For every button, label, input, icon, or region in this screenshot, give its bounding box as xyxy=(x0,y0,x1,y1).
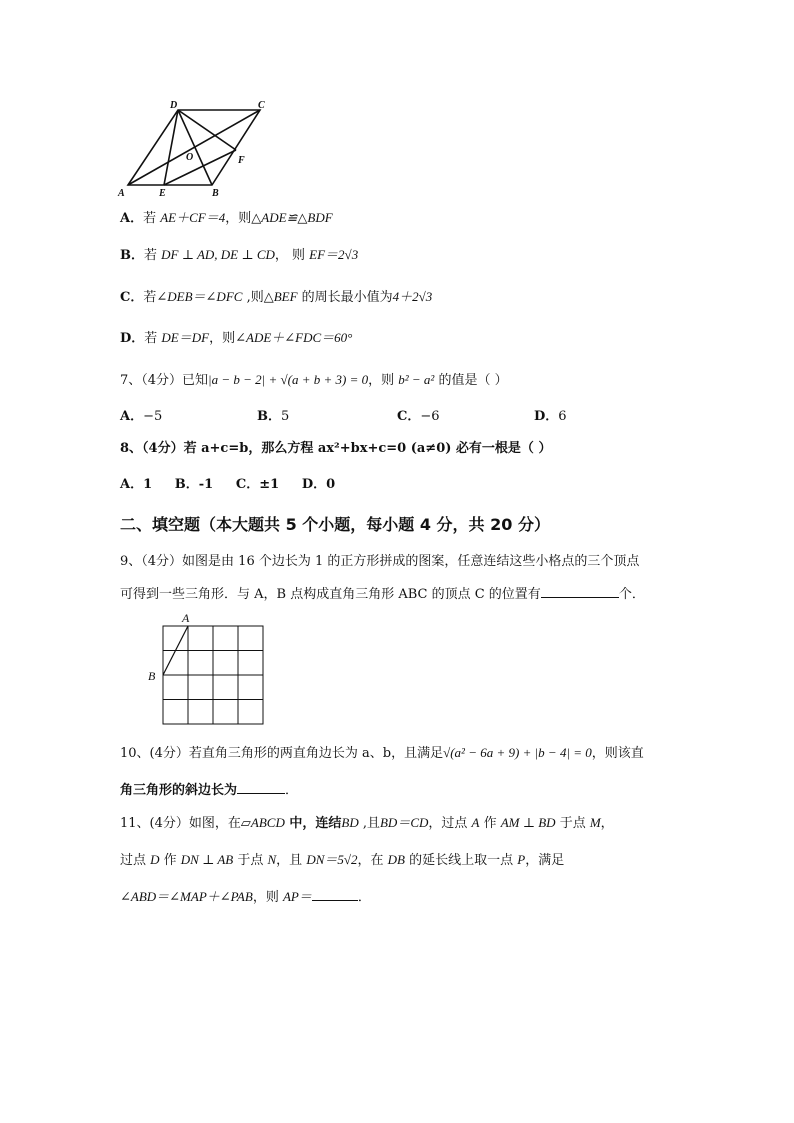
text: ，过点 xyxy=(428,816,472,831)
option-letter: C． xyxy=(397,409,421,424)
label-B: B xyxy=(148,669,156,683)
math-expr: A xyxy=(471,815,480,830)
math-expr: DE＝DF xyxy=(161,330,210,345)
q9-line-1: 9、（4分）如图是由 16 个边长为 1 的正方形拼成的图案，任意连结这些小格点的三个顶点 xyxy=(120,554,640,569)
option-letter: C． xyxy=(120,290,144,305)
option-value: 0 xyxy=(326,477,336,492)
math-expr: ∠ABD＝∠MAP＋∠PAB xyxy=(120,889,253,904)
math-expr: ▱ABCD xyxy=(240,815,285,830)
text: 的值是（ ） xyxy=(434,373,508,388)
math-expr: |a − b − 2| + √(a + b + 3) = 0 xyxy=(208,372,369,387)
q6-option-d xyxy=(120,327,352,346)
label-C: C xyxy=(258,100,265,111)
text: 可得到一些三角形．与 A，B 点构成直角三角形 ABC 的顶点 C 的位置有 xyxy=(120,587,541,602)
option-value: 1 xyxy=(143,477,153,492)
text: 角三角形的斜边长为 xyxy=(120,783,238,798)
q7-option-b xyxy=(257,405,289,424)
parallelogram-figure xyxy=(112,96,282,200)
label-O: O xyxy=(186,152,194,163)
option-letter: B． xyxy=(174,477,199,492)
text: 于点 xyxy=(555,816,590,831)
math-expr: DN＝5√2 xyxy=(306,852,358,867)
text: ,且 xyxy=(358,816,380,831)
segment-ef xyxy=(164,150,236,185)
text: 过点 xyxy=(120,853,151,868)
text: 若 xyxy=(143,211,161,226)
text: 作 xyxy=(159,853,181,868)
math-expr: N xyxy=(267,852,277,867)
label-D: D xyxy=(170,100,178,111)
math-expr: △ADE≌△BDF xyxy=(251,210,333,225)
q6-option-b xyxy=(120,244,358,263)
text: ，且 xyxy=(276,853,307,868)
text: 中，连结 xyxy=(284,816,342,831)
text: ，则该直 xyxy=(591,746,644,761)
option-letter: A． xyxy=(120,211,144,226)
text: 的延长线上取一点 xyxy=(405,853,518,868)
q11-line-3 xyxy=(120,886,371,905)
math-expr: DB xyxy=(387,852,405,867)
q7-option-a xyxy=(120,405,162,424)
math-expr: M xyxy=(589,815,601,830)
math-expr: P xyxy=(517,852,526,867)
text: ，则 xyxy=(252,890,283,905)
answer-blank[interactable] xyxy=(237,781,285,794)
text: 若 xyxy=(144,248,162,263)
text: 作 xyxy=(479,816,501,831)
option-letter: B． xyxy=(257,409,281,424)
math-expr: AM ⊥ BD xyxy=(500,815,556,830)
option-letter: D． xyxy=(301,477,327,492)
math-expr: EF＝2√3 xyxy=(309,247,359,262)
option-letter: A． xyxy=(120,409,144,424)
q6-option-a xyxy=(120,207,333,226)
option-letter: C． xyxy=(235,477,260,492)
grid-figure xyxy=(145,610,270,728)
label-E: E xyxy=(159,188,166,199)
q7-option-d xyxy=(534,405,567,424)
text: ，则 xyxy=(209,331,236,346)
option-letter: D． xyxy=(534,409,559,424)
text: ，在 xyxy=(357,853,388,868)
text: 个． xyxy=(618,587,645,602)
math-expr: DF ⊥ AD, DE ⊥ CD xyxy=(161,247,275,262)
q7-stem xyxy=(120,369,508,388)
q11-line-1 xyxy=(120,812,614,831)
q11-line-2 xyxy=(120,849,564,868)
math-expr: DN ⊥ AB xyxy=(180,852,234,867)
option-letter: B． xyxy=(120,248,144,263)
math-expr: D xyxy=(150,852,160,867)
q10-line-2 xyxy=(120,779,298,798)
text: 若 xyxy=(143,290,157,305)
text: 11、(4分）如图，在 xyxy=(120,816,241,831)
text: ． xyxy=(357,890,371,905)
text: 10、(4分）若直角三角形的两直角边长为 a、b，且满足 xyxy=(120,746,444,761)
q8-options xyxy=(120,473,335,492)
math-expr: △BEF xyxy=(263,289,298,304)
math-expr: AP＝ xyxy=(282,889,312,904)
math-expr: b² − a² xyxy=(398,372,435,387)
math-expr: 4＋2√3 xyxy=(392,289,433,304)
text: 的周长最小值为 xyxy=(297,290,393,305)
option-value: −5 xyxy=(143,409,163,424)
q9-line-2 xyxy=(120,583,645,602)
label-B: B xyxy=(212,188,219,199)
option-letter: D． xyxy=(120,331,145,346)
option-value: 5 xyxy=(281,409,290,424)
option-value: -1 xyxy=(198,477,214,492)
text: ． xyxy=(285,783,299,798)
option-letter: A． xyxy=(120,477,144,492)
label-F: F xyxy=(238,155,245,166)
q6-option-c xyxy=(120,286,432,305)
math-expr: ∠DEB＝∠DFC xyxy=(156,289,243,304)
math-expr: ∠ADE＋∠FDC＝60° xyxy=(235,330,353,345)
text: ， xyxy=(600,816,614,831)
answer-blank[interactable] xyxy=(312,888,358,901)
section-2-heading: 二、填空题（本大题共 5 个小题，每小题 4 分，共 20 分） xyxy=(120,515,550,534)
text: 7、（4分）已知 xyxy=(120,373,209,388)
text: ，则 xyxy=(368,373,399,388)
math-expr: BD＝CD xyxy=(379,815,429,830)
math-expr: √(a² − 6a + 9) + |b − 4| = 0 xyxy=(443,745,592,760)
label-A: A xyxy=(182,611,190,625)
text: ，则 xyxy=(225,211,252,226)
label-A: A xyxy=(118,188,125,199)
q8-stem: 8、（4分）若 a+c=b，那么方程 ax²+bx+c=0 (a≠0) 必有一根是（ ） xyxy=(120,441,552,456)
q7-option-c xyxy=(397,405,440,424)
option-value: 6 xyxy=(558,409,567,424)
option-value: −6 xyxy=(420,409,440,424)
text: ， 则 xyxy=(274,248,310,263)
text: 若 xyxy=(144,331,162,346)
option-value: ±1 xyxy=(259,477,280,492)
math-expr: BD xyxy=(341,815,359,830)
answer-blank[interactable] xyxy=(541,585,619,598)
text: ,则 xyxy=(242,290,264,305)
text: ，满足 xyxy=(525,853,565,868)
q10-line-1 xyxy=(120,742,644,761)
text: 于点 xyxy=(233,853,268,868)
math-expr: AE＋CF＝4 xyxy=(160,210,226,225)
